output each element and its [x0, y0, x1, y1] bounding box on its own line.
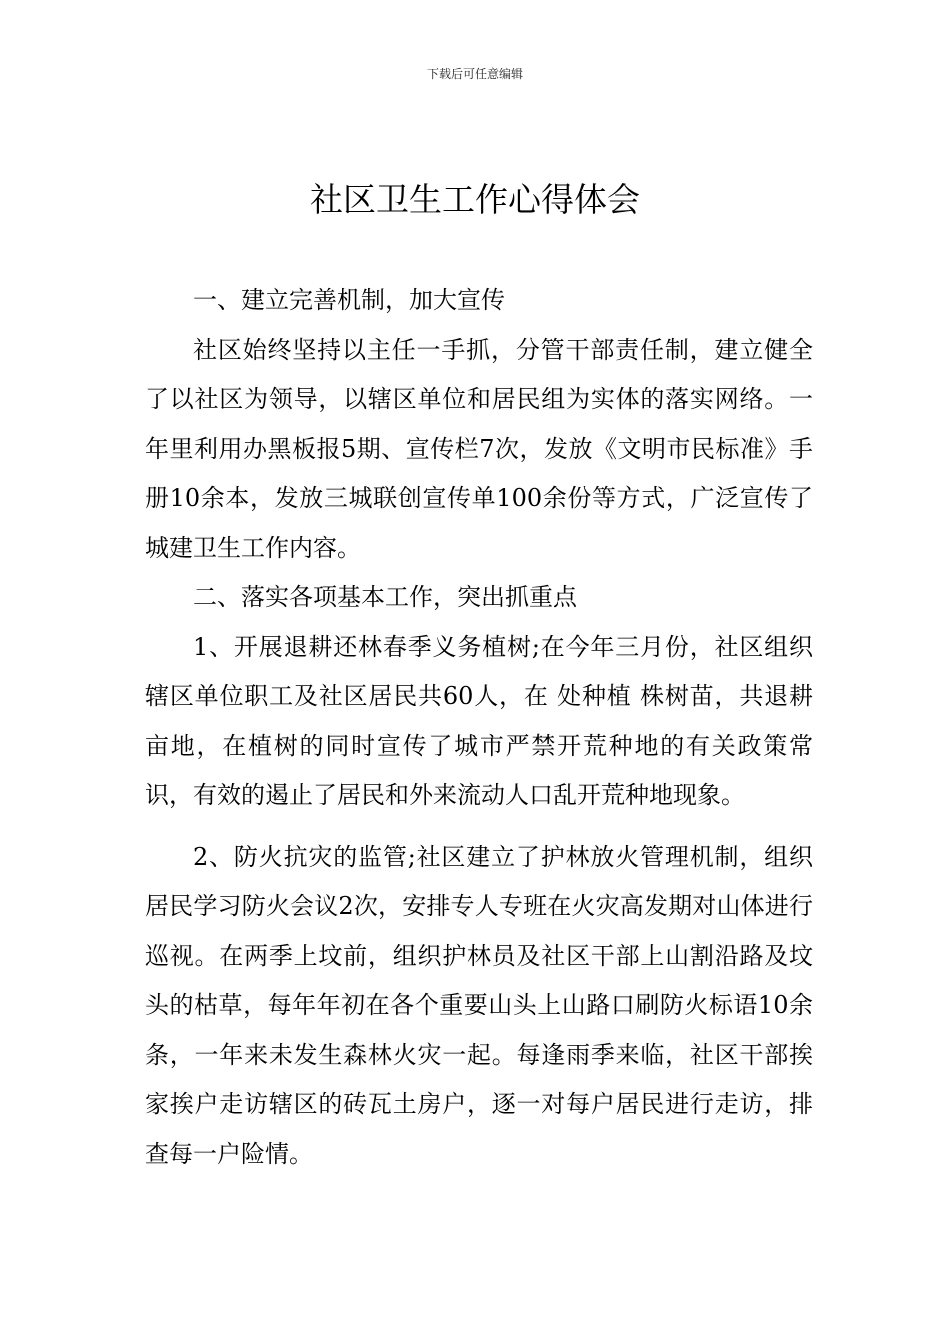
paragraph-1: 社区始终坚持以主任一手抓，分管干部责任制，建立健全了以社区为领导，以辖区单位和居民组为实体的落实网络。一年里利用办黑板报5期、宣传栏7次，发放《文明市民标准》手册10余本，发放三城联创宣传单100余份等方式，广泛宣传了城建卫生工作内容。 — [145, 335, 813, 562]
paragraph-2: 1、开展退耕还林春季义务植树;在今年三月份，社区组织辖区单位职工及社区居民共60人，在 处种植 株树苗，共退耕 亩地，在植树的同时宣传了城市严禁开荒种地的有关政策常识，有效的遏止了居民和外来流动人口乱开荒种地现象。 — [145, 632, 813, 809]
section-heading-2: 二、落实各项基本工作，突出抓重点 — [193, 583, 577, 611]
document-body — [145, 276, 813, 1179]
section-heading-1: 一、建立完善机制，加大宣传 — [193, 286, 505, 314]
paragraph-3: 2、防火抗灾的监管;社区建立了护林放火管理机制，组织居民学习防火会议2次，安排专人专班在火灾高发期对山体进行巡视。在两季上坟前，组织护林员及社区干部上山割沿路及坟头的枯草，每年年初在各个重要山头上山路口刷防火标语10余条，一年来未发生森林火灾一起。每逢雨季来临，社区干部挨家挨户走访辖区的砖瓦土房户，逐一对每户居民进行走访，排查每一户险情。 — [145, 842, 813, 1168]
document-title: 社区卫生工作心得体会 — [310, 180, 640, 219]
header-note: 下载后可任意编辑 — [426, 67, 523, 81]
paragraph-spacer — [145, 821, 813, 833]
